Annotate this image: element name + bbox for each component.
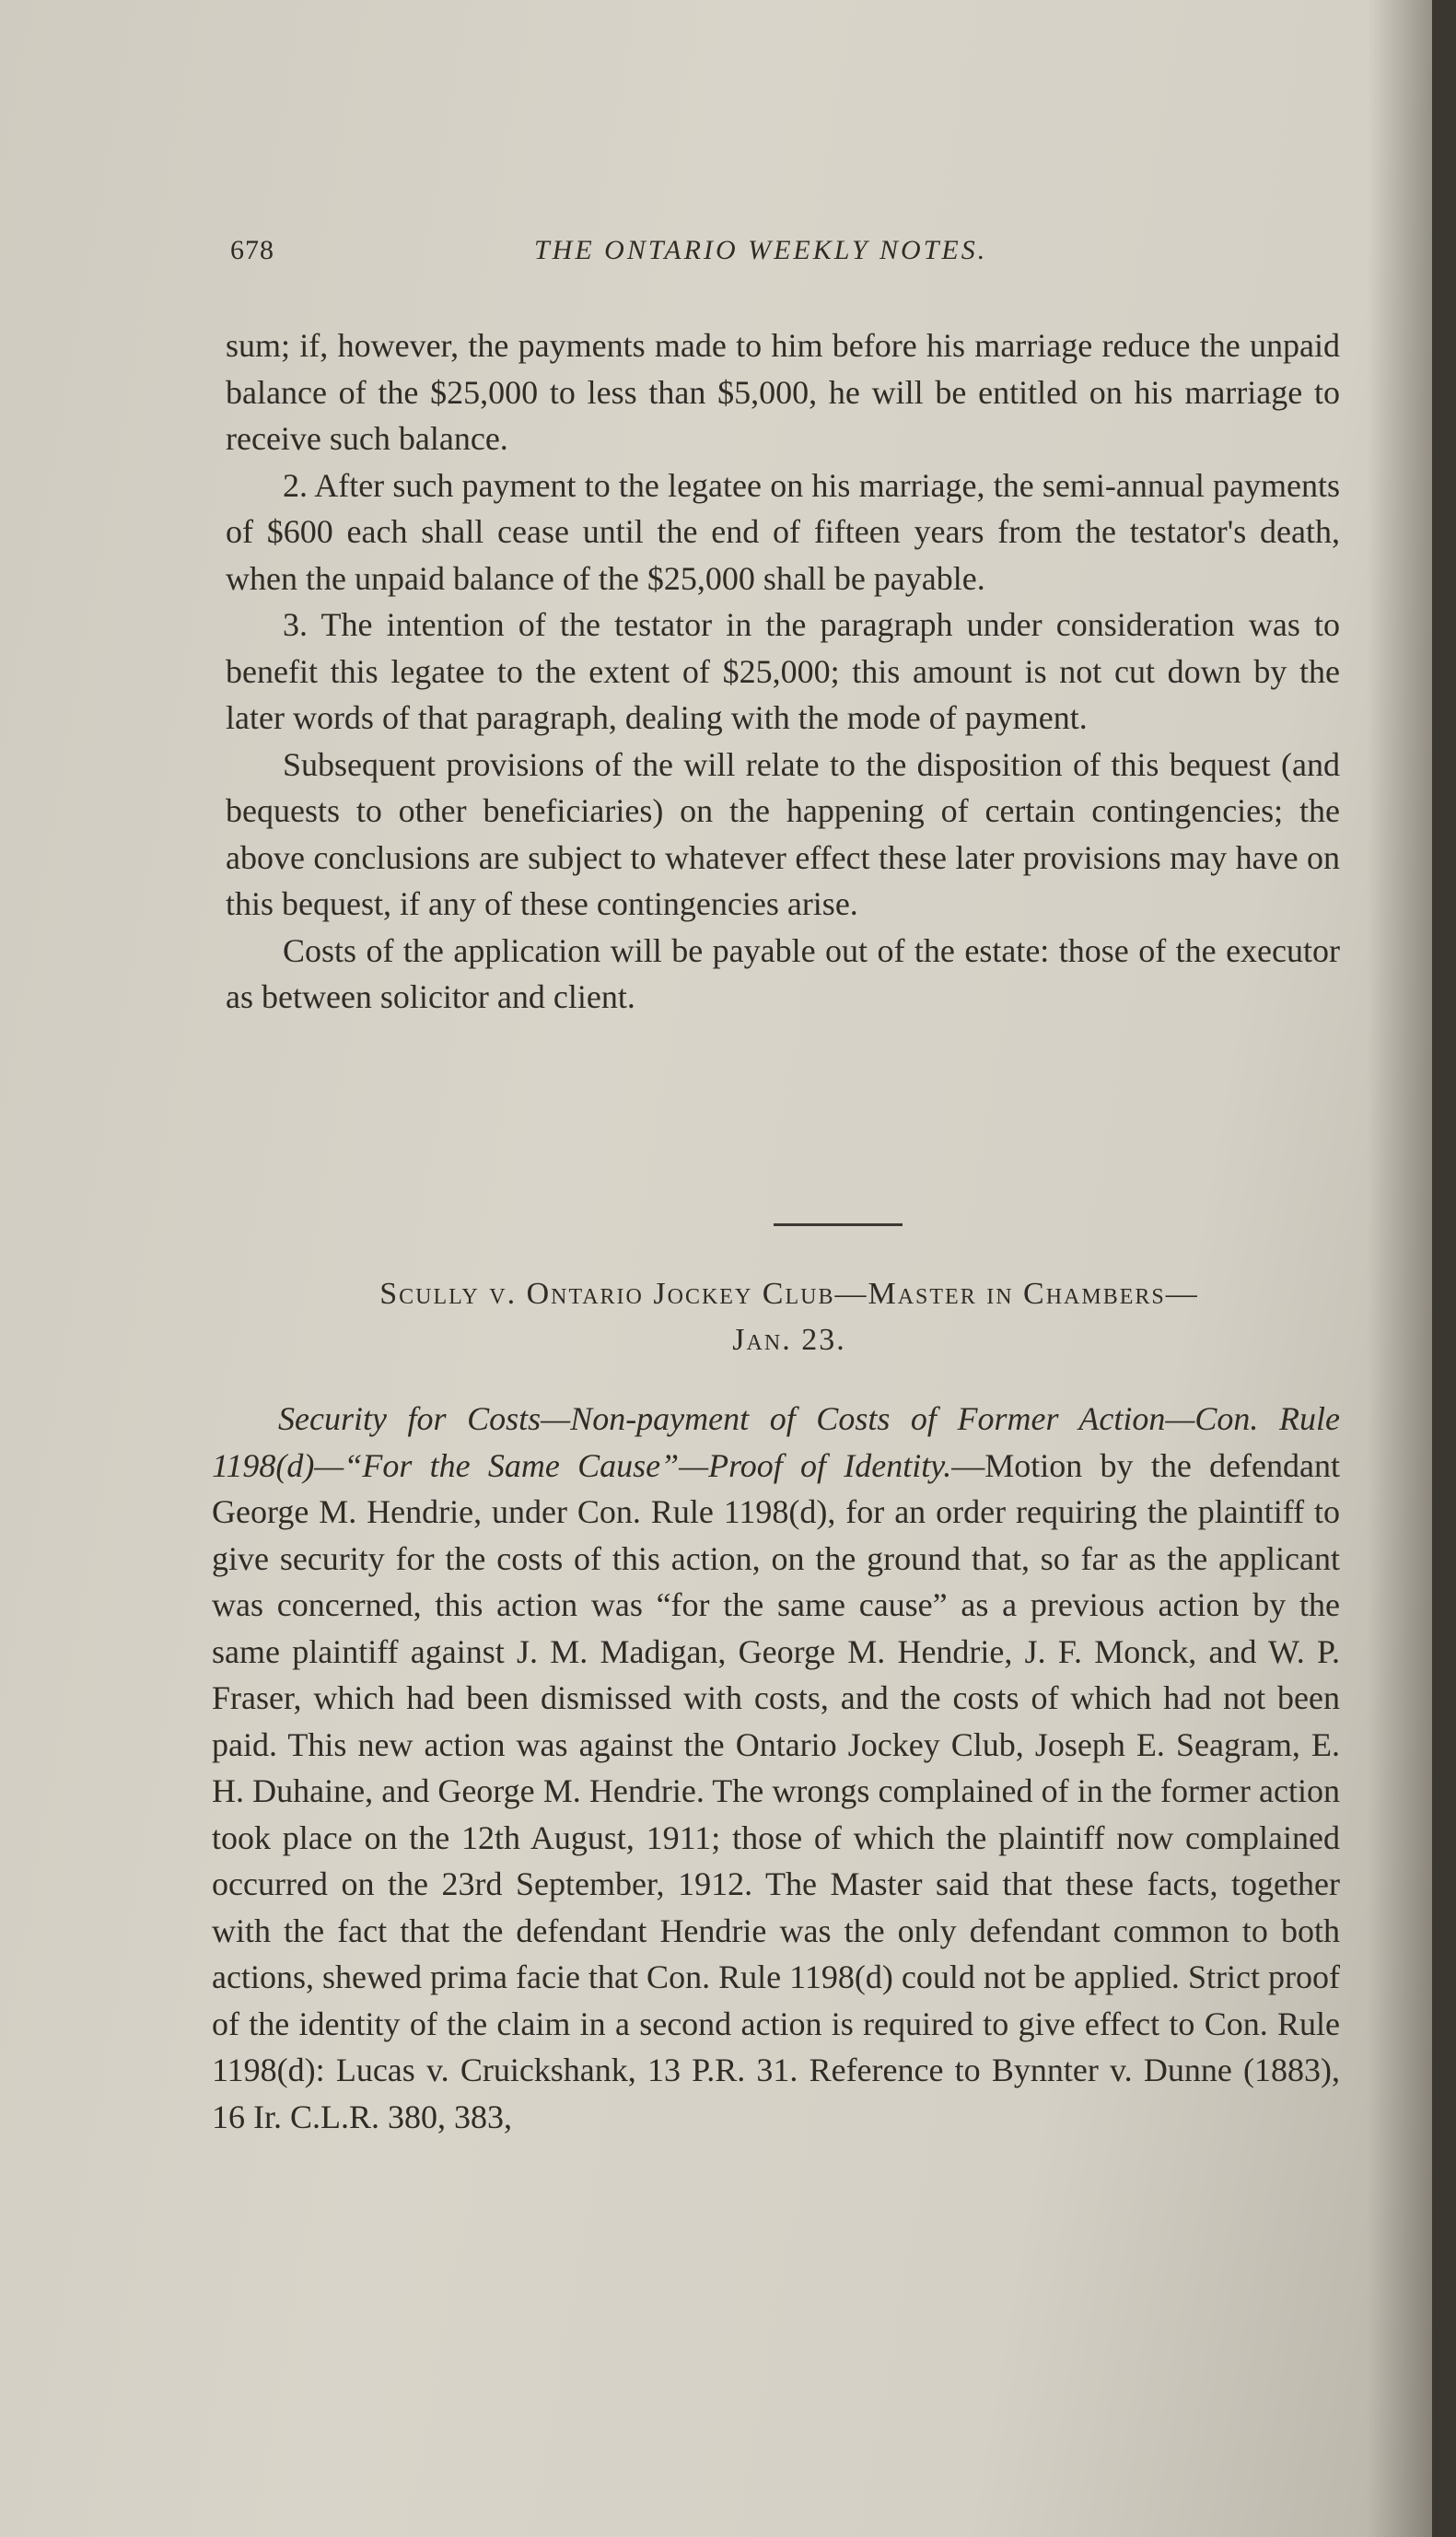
case-headnote xyxy=(212,1396,1340,2140)
catchwords: Security for Costs—Non-payment of Costs of Former Action—Con. Rule 1198(d)—“For the Same Cause”—Proof of Identity. xyxy=(212,1400,1340,1484)
section-divider xyxy=(774,1223,903,1226)
paragraph-1: sum; if, however, the payments made to him before his marriage reduce the unpaid balance of the $25,000 to less than $5,000, he will be entitled on his marriage to receive such balance. xyxy=(226,327,1340,457)
running-title: THE ONTARIO WEEKLY NOTES. xyxy=(534,235,988,265)
headnote-text: —Motion by the defendant George M. Hendrie, under Con. Rule 1198(d), for an order requiring the plaintiff to give security for the costs of this action, on the ground that, so far as the applicant was concerned, this action was “for the same cause” as a previous action by the same plaintiff against J. M. Madigan, George M. Hendrie, J. F. Monck, and W. P. Fraser, which had been dismissed with costs, and the costs of which had not been paid. This new action was against the Ontario Jockey Club, Joseph E. Seagram, E. H. Duhaine, and George M. Hendrie. The wrongs complained of in the former action took place on the 12th August, 1911; those of which the plaintiff now complained occurred on the 23rd September, 1912. The Master said that these facts, together with the fact that the defendant Hendrie was the only defendant common to both actions, shewed prima facie that Con. Rule 1198(d) could not be applied. Strict proof of the identity of the claim in a second action is required to give effect to Con. Rule 1198(d): Lucas v. Cruickshank, 13 P.R. 31. Reference to Bynnter v. Dunne (1883), 16 Ir. C.L.R. 380, 383, xyxy=(212,1446,1340,2135)
paragraph-3: 3. The intention of the testator in the paragraph under consideration was to benefit this legatee to the extent of $25,000; this amount is not cut down by the later words of that paragraph, dealing with the mode of payment. xyxy=(226,606,1340,736)
case-title: Scully v. Ontario Jockey Club—Master in Chambers— xyxy=(379,1277,1199,1311)
page-number: 678 xyxy=(230,235,274,265)
continued-judgment-text xyxy=(226,322,1340,1021)
binding-shadow xyxy=(1368,0,1432,2537)
paragraph-4: Subsequent provisions of the will relate to the disposition of this bequest (and bequests to other beneficiaries) on the happening of certain contingencies; the above conclusions are subject to whatever effect these later provisions may have on this bequest, if any of these contingencies arise. xyxy=(226,745,1340,922)
case-heading xyxy=(260,1271,1319,1363)
paragraph-5: Costs of the application will be payable out of the estate: those of the executor as between solicitor and client. xyxy=(226,931,1340,1015)
case-date: Jan. 23. xyxy=(732,1323,846,1357)
paragraph-2: 2. After such payment to the legatee on his marriage, the semi-annual payments of $600 each shall cease until the end of fifteen years from the testator's death, when the unpaid balance of the $25,000 shall be payable. xyxy=(226,466,1340,597)
